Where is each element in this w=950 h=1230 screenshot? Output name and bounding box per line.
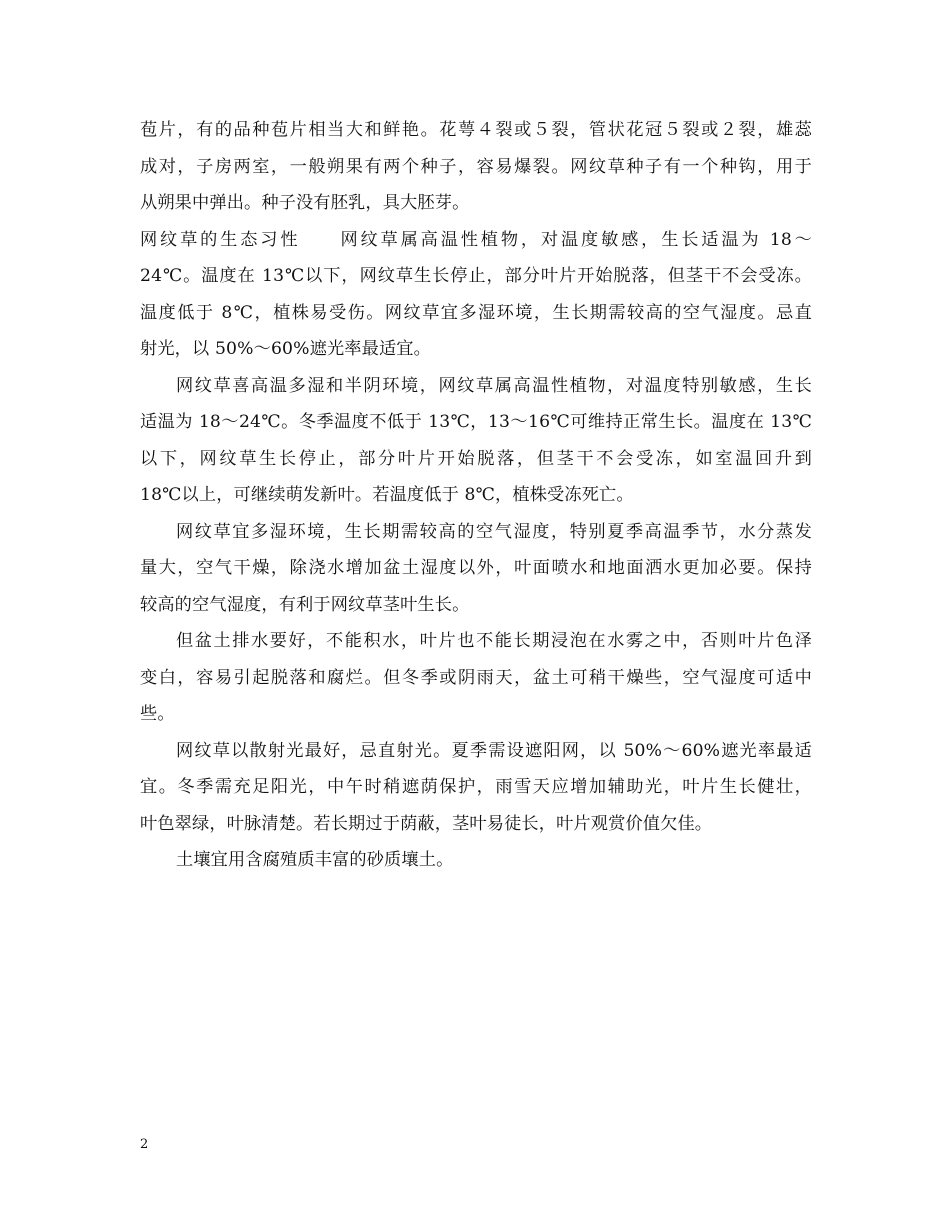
text-line: 变白，容易引起脱落和腐烂。但冬季或阴雨天，盆土可稍干燥些，空气湿度可适中 (140, 667, 812, 688)
text-line: 温度低于 8℃，植株易受伤。网纹草宜多湿环境，生长期需较高的空气湿度。忌直 (140, 302, 812, 323)
section-heading-line: 网纹草的生态习性 网纹草属高温性植物，对温度敏感，生长适温为 18～ (140, 229, 812, 250)
text-line: 些。 (140, 704, 175, 724)
body-text (140, 112, 812, 879)
paragraph-start: 土壤宜用含腐殖质丰富的砂质壤土。 (176, 850, 454, 870)
text-line: 苞片，有的品种苞片相当大和鲜艳。花萼４裂或５裂，管状花冠５裂或２裂，雄蕊 (140, 120, 812, 140)
paragraph-start: 网纹草宜多湿环境，生长期需较高的空气湿度，特别夏季高温季节，水分蒸发 (176, 521, 812, 542)
text-line: 以下，网纹草生长停止，部分叶片开始脱落，但茎干不会受冻，如室温回升到 (140, 448, 812, 469)
text-line: 叶色翠绿，叶脉清楚。若长期过于荫蔽，茎叶易徒长，叶片观赏价值欠佳。 (140, 813, 713, 834)
text-line: 18℃以上，可继续萌发新叶。若温度低于 8℃，植株受冻死亡。 (140, 485, 634, 505)
text-line: 适温为 18～24℃。冬季温度不低于 13℃，13～16℃可维持正常生长。温度在 13℃ (140, 412, 812, 432)
paragraph-start: 网纹草喜高温多湿和半阴环境，网纹草属高温性植物，对温度特别敏感，生长 (176, 375, 812, 396)
text-line: 24℃。温度在 13℃以下，网纹草生长停止，部分叶片开始脱落，但茎干不会受冻。 (140, 266, 812, 286)
text-line: 较高的空气湿度，有利于网纹草茎叶生长。 (140, 594, 470, 615)
page-number: 2 (140, 1137, 149, 1152)
text-line: 成对，子房两室，一般朔果有两个种子，容易爆裂。网纹草种子有一个种钩，用于 (140, 156, 812, 177)
paragraph-start: 但盆土排水要好，不能积水，叶片也不能长期浸泡在水雾之中，否则叶片色泽 (176, 631, 812, 651)
text-line: 从朔果中弹出。种子没有胚乳，具大胚芽。 (140, 193, 470, 213)
paragraph-start: 网纹草以散射光最好，忌直射光。夏季需设遮阳网，以 50%～60%遮光率最适 (176, 740, 812, 761)
text-line: 宜。冬季需充足阳光，中午时稍遮荫保护，雨雪天应增加辅助光，叶片生长健壮， (140, 777, 812, 797)
text-line: 量大，空气干燥，除浇水增加盆土湿度以外，叶面喷水和地面洒水更加必要。保持 (140, 558, 812, 578)
text-line: 射光，以 50%～60%遮光率最适宜。 (140, 339, 431, 359)
